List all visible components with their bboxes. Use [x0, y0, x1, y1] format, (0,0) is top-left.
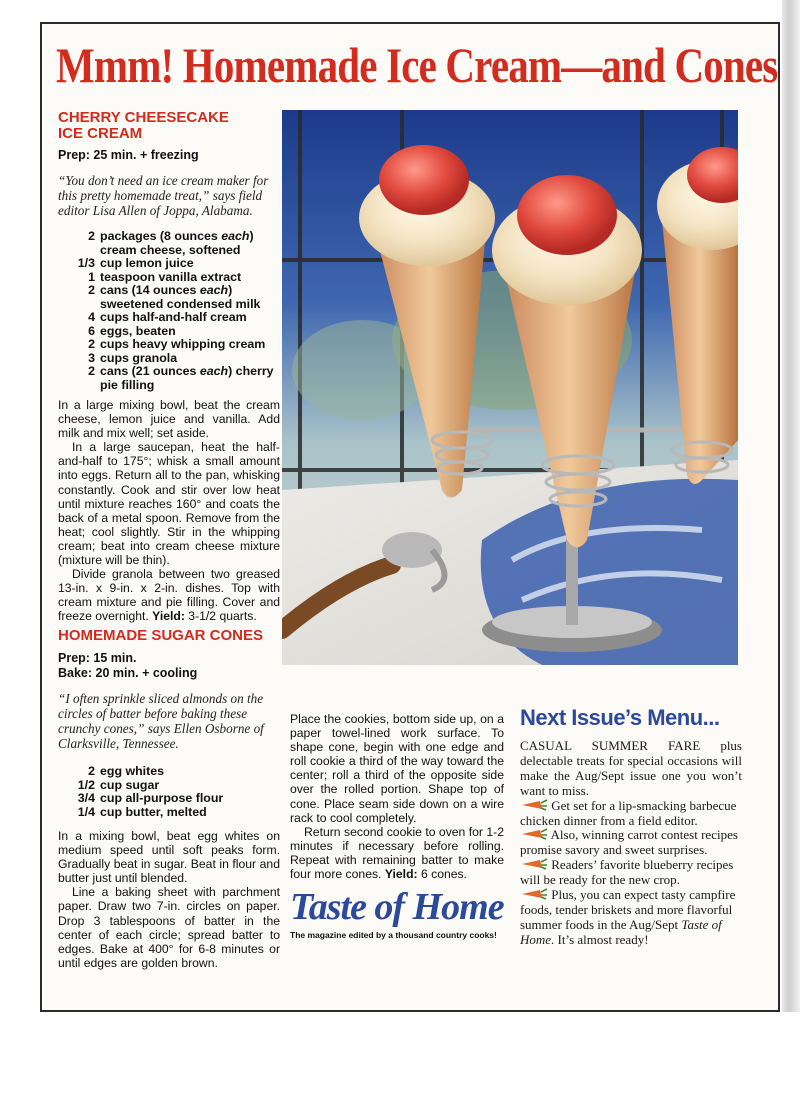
- direction-paragraph: In a large saucepan, heat the half-and-half to 175°; whisk a small amount into eggs. Return all to the pan, whisking constantly. Cook and stir over low heat until mixture reaches 160° and coats the back of a metal spoon. Remove from the heat; cool slightly. Stir in the whipping cream; beat into cream cheese mixture (mixture will be thin).: [58, 440, 280, 568]
- ingredient-list: [74, 230, 280, 392]
- ingredient-quantity: 1: [88, 269, 95, 284]
- ingredient-item: [74, 325, 280, 339]
- ingredient-item: [74, 352, 280, 366]
- ingredient-text: [100, 365, 280, 392]
- page-margin-bottom: [0, 1012, 800, 1110]
- recipe-title-line2: ICE CREAM: [58, 125, 143, 142]
- ice-cream-cones-photo: [282, 110, 738, 665]
- next-issue-item: [520, 858, 742, 888]
- ingredient-item: [74, 230, 280, 257]
- carrot-icon: [520, 828, 548, 840]
- ingredient-emphasis: each: [221, 229, 250, 243]
- next-issue-title: Next Issue’s Menu...: [520, 705, 720, 730]
- ingredient-text-part: cups heavy whipping cream: [100, 337, 266, 351]
- yield-label: Yield:: [384, 867, 418, 882]
- ingredient-quantity: 1/4: [77, 804, 95, 819]
- next-issue-item: [520, 799, 742, 829]
- recipe-directions: [58, 829, 280, 970]
- ingredient-text-part: eggs, beaten: [100, 323, 176, 338]
- ingredient-quantity: 6: [88, 323, 95, 338]
- ingredient-item: [74, 311, 280, 325]
- ingredient-item: [74, 792, 280, 806]
- next-issue-menu: [520, 705, 742, 948]
- ingredient-quantity: 2: [88, 764, 95, 778]
- taste-of-home-logo: [290, 886, 504, 940]
- ingredient-text-part: cup butter, melted: [100, 804, 207, 819]
- carrot-icon: [520, 858, 548, 870]
- direction-text: Divide granola between two greased 13-in. x 9-in. x 2-in. dishes. Top with cream mixture and pie filling. Cover and freeze overnight.: [58, 567, 280, 624]
- ingredient-text: [100, 271, 280, 285]
- yield-value: 6 cones.: [417, 867, 468, 882]
- next-issue-item-text: Readers’ favorite blueberry recipes will be ready for the new crop.: [520, 857, 734, 888]
- ingredient-item: [74, 338, 280, 352]
- ingredient-item: [74, 257, 280, 271]
- prep-time: Prep: 15 min.: [58, 651, 137, 665]
- ingredient-item: [74, 806, 280, 820]
- recipe-sugar-cones: [58, 628, 280, 970]
- next-issue-body: [520, 739, 742, 948]
- ingredient-item: [74, 284, 280, 311]
- ingredient-text-part: cans (21 ounces: [100, 364, 200, 378]
- recipe-title: [58, 110, 280, 142]
- ingredient-quantity: 3/4: [77, 791, 95, 805]
- ingredient-text-part: ) sweetened condensed milk: [100, 283, 261, 311]
- page-headline: Mmm! Homemade Ice Cream—and Cones: [56, 37, 778, 93]
- ingredient-text-part: cup sugar: [100, 777, 160, 792]
- ingredient-item: [74, 765, 280, 779]
- ingredient-quantity: 2: [88, 283, 95, 297]
- ingredient-text-part: packages (8 ounces: [100, 229, 222, 243]
- ingredient-text-part: cup all-purpose flour: [100, 791, 224, 805]
- next-issue-item: [520, 888, 742, 948]
- ingredient-text: [100, 806, 280, 820]
- ingredient-item: [74, 779, 280, 793]
- magazine-name: Taste of Home: [520, 916, 722, 947]
- ingredient-quantity: 3: [88, 350, 95, 365]
- direction-paragraph: Line a baking sheet with parchment paper. Draw two 7-in. circles on paper. Drop 3 tablespoons of batter in the center of each circle; spread batter to edges. Bake at 400° for 6-8 minutes or until edges are golden brown.: [58, 885, 280, 970]
- ingredient-text-part: teaspoon vanilla extract: [100, 269, 242, 284]
- recipe-quote: “You don’t need an ice cream maker for this pretty homemade treat,” says field editor Lisa Allen of Joppa, Alabama.: [58, 173, 269, 218]
- bake-time: Bake: 20 min. + cooling: [58, 666, 198, 680]
- recipe-title-line1: CHERRY CHEESECAKE: [58, 109, 229, 126]
- direction-paragraph: In a mixing bowl, beat egg whites on medium speed until soft peaks form. Gradually beat in sugar. Beat in flour and butter just until blended.: [58, 829, 280, 886]
- next-issue-item-text: . It’s almost ready!: [551, 931, 649, 947]
- page-edge-right: [782, 0, 800, 1012]
- ingredient-text: [100, 352, 280, 366]
- ingredient-emphasis: each: [199, 364, 229, 378]
- ingredient-text-part: cups half-and-half cream: [100, 310, 247, 324]
- ingredient-text: [100, 779, 280, 793]
- ingredient-item: [74, 365, 280, 392]
- next-issue-item: [520, 828, 742, 858]
- ingredient-text-part: cup lemon juice: [100, 256, 194, 270]
- direction-text: Return second cookie to oven for 1-2 minutes if necessary before rolling. Repeat with remaining batter to make four more cones.: [290, 824, 504, 882]
- recipe-quote: “I often sprinkle sliced almonds on the circles of batter before baking these crunchy cones,” says Ellen Osborne of Clarksville, Tennessee.: [58, 691, 264, 751]
- carrot-icon: [520, 799, 548, 811]
- next-issue-item-text: Also, winning carrot contest recipes promise savory and sweet surprises.: [520, 827, 738, 858]
- ingredient-text: [100, 284, 280, 311]
- recipe-title: HOMEMADE SUGAR CONES: [58, 627, 264, 644]
- ingredient-quantity: 2: [88, 364, 95, 378]
- ingredient-emphasis: each: [199, 283, 229, 297]
- ingredient-text: [100, 792, 280, 806]
- sugar-cones-continued: [290, 712, 504, 881]
- ingredient-text: [100, 765, 280, 779]
- ingredient-quantity: 2: [88, 337, 95, 351]
- logo-tagline: The magazine edited by a thousand country cooks!: [290, 930, 497, 940]
- ingredient-quantity: 1/3: [77, 256, 95, 270]
- ingredient-quantity: 4: [88, 310, 95, 324]
- recipe-directions: [58, 398, 280, 624]
- direction-paragraph: Place the cookies, bottom side up, on a paper towel-lined work surface. To shape cone, begin with one edge and roll cookie a third of the way toward the center; roll a third of the opposite side over the rolled portion. Shape top of cone. Place seam side down on a wire rack to cool completely.: [290, 712, 504, 825]
- direction-paragraph: [290, 825, 504, 881]
- logo-wordmark: Taste of Home: [290, 886, 504, 928]
- ingredient-text: [100, 230, 280, 257]
- ingredient-text-part: egg whites: [100, 764, 165, 778]
- next-issue-intro: CASUAL SUMMER FARE plus delectable treats for special occasions will make the Aug/Sept issue one you won’t want to miss.: [520, 738, 742, 798]
- ingredient-text-part: cans (14 ounces: [100, 283, 200, 297]
- ingredient-list: [74, 765, 280, 819]
- ingredient-text: [100, 325, 280, 339]
- direction-paragraph: [58, 567, 280, 623]
- photo-illustration: [282, 110, 738, 665]
- carrot-icon: [520, 888, 548, 900]
- yield-label: Yield:: [152, 609, 185, 624]
- prep-time: Prep: 25 min. + freezing: [58, 148, 199, 162]
- ingredient-text: [100, 311, 280, 325]
- next-issue-item-text: Get set for a lip-smacking barbecue chicken dinner from a field editor.: [520, 797, 737, 828]
- direction-paragraph: In a large mixing bowl, beat the cream cheese, lemon juice and vanilla. Add milk and mix well; set aside.: [58, 398, 280, 441]
- recipe-cherry-cheesecake: [58, 110, 280, 624]
- ingredient-text-part: ) cream cheese, softened: [100, 229, 254, 257]
- ingredient-item: [74, 271, 280, 285]
- ingredient-text-part: cups granola: [100, 350, 178, 365]
- ingredient-quantity: 2: [88, 229, 95, 243]
- ingredient-text: [100, 257, 280, 271]
- ingredient-quantity: 1/2: [77, 777, 95, 792]
- yield-value: 3-1/2 quarts.: [184, 609, 257, 624]
- ingredient-text-part: ) cherry pie filling: [100, 364, 274, 392]
- next-issue-item-text: Plus, you can expect tasty campfire foods, tender briskets and more flavorful summer foods in the Aug/Sept: [520, 887, 736, 932]
- ingredient-text: [100, 338, 280, 352]
